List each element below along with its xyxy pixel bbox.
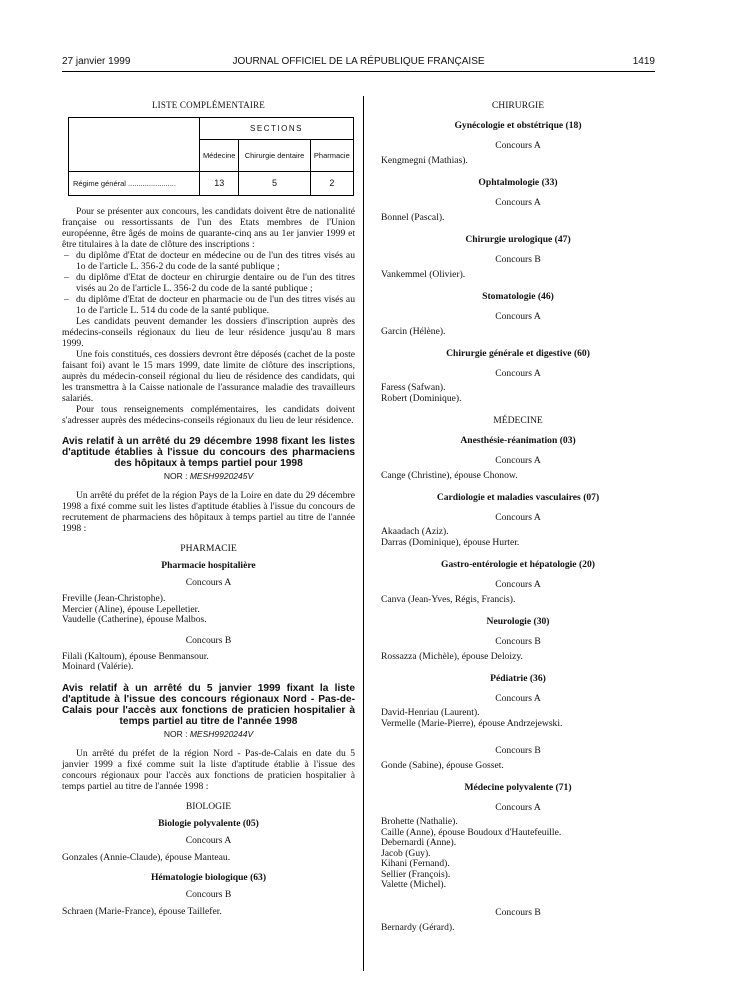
paragraph-dossiers: Les candidats peuvent demander les dossiers d'inscription auprès des médecins-conseils régionaux du lieu de leur résidence jusqu'au 8 mars 1999. (62, 316, 355, 349)
sub-pharmacie-hospitaliere: Pharmacie hospitalière (161, 560, 256, 571)
header-rule (62, 71, 655, 72)
sections-table (68, 117, 354, 196)
name-entry: Vermelle (Marie-Pierre), épouse Andrzejewski. (381, 717, 563, 729)
section-medecine: MÉDECINE (493, 415, 543, 426)
diploma-item: – du diplôme d'Etat de docteur en médecine ou de l'un des titres visés au 1o de l'article L. 356-2 du code de la santé publique ; (62, 250, 355, 272)
header-date: 27 janvier 1999 (62, 56, 131, 67)
spec-anesthesie: Anesthésie-réanimation (03) (460, 435, 576, 446)
name-entry: Garcin (Hélène). (381, 326, 446, 337)
name-entry: Rossazza (Michèle), épouse Deloizy. (381, 651, 523, 662)
name-entry: Sellier (François). (381, 868, 451, 880)
table-value-medecine: 13 (200, 172, 239, 196)
concours-b: Concours B (185, 888, 232, 900)
liste-title: LISTE COMPLÉMENTAIRE (151, 100, 266, 110)
concours-label: Concours A (495, 693, 541, 704)
concours-label: Concours A (495, 802, 541, 813)
spec-chirurgie-generale: Chirurgie générale et digestive (60) (446, 348, 590, 359)
name-entry: Debernardi (Anne). (381, 837, 457, 848)
name-entry: Brohette (Nathalie). (381, 816, 458, 827)
paragraph-conditions: Pour se présenter aux concours, les candidats doivent être de nationalité française ou ressortissants de l'un des Etats membres de l'Union européenne, être âgés de moins de quarante-cinq ans au 1er janvier 1999 et être titulaires à la date de clôture des inscriptions : (62, 206, 355, 250)
table-row-label: Régime général ....................... (69, 172, 200, 196)
name-entry: Faress (Safwan). (381, 382, 446, 393)
spec-chirurgie-urologique: Chirurgie urologique (47) (465, 234, 571, 245)
name-list (381, 708, 655, 729)
spec-medecine-polyvalente: Médecine polyvalente (71) (464, 782, 572, 793)
name-entry: Robert (Dominique). (381, 392, 462, 404)
nor-label: NOR : (163, 728, 188, 739)
spec-neurologie: Neurologie (30) (486, 616, 550, 627)
name-entry: Kengmegni (Mathias). (381, 155, 468, 166)
name-entry: Gonde (Sabine), épouse Gosset. (381, 760, 504, 771)
name-entry: Cange (Christine), épouse Chonow. (381, 470, 518, 481)
name-entry: Darras (Dominique), épouse Hurter. (381, 536, 520, 548)
avis1-text: Un arrêté du préfet de la région Pays de la Loire en date du 29 décembre 1998 a fixé comme suit les listes d'aptitude établies à l'issue du concours de recrutement de pharmaciens des hôpitaux à temps partiel au titre de l'année 1998 : (62, 490, 355, 534)
concours-a: Concours A (185, 577, 232, 588)
nor-label: NOR : (163, 471, 188, 481)
concours-label: Concours A (495, 197, 541, 208)
diploma-list (62, 250, 355, 316)
spec-gynecologie: Gynécologie et obstétrique (18) (454, 120, 582, 131)
sub-hematologie: Hématologie biologique (63) (150, 871, 267, 883)
page-header (62, 56, 655, 72)
nor-code: MESH9920245V (189, 471, 254, 481)
name-list (62, 652, 355, 673)
avis1-nor (62, 471, 355, 482)
name-entry: Mercier (Aline), épouse Lepelletier. (62, 603, 200, 615)
name-entry: David-Henriau (Laurent). (381, 707, 480, 718)
avis2-text: Un arrêté du préfet de la région Nord - Pas-de-Calais en date du 5 janvier 1999 a fixé comme suit la liste d'aptitude établie à l'issue des concours régionaux pour l'accès aux fonctions de praticien hospitalier à temps partiel au titre de l'année 1998 : (62, 747, 355, 792)
concours-label: Concours A (495, 140, 541, 151)
concours-label: Concours B (495, 906, 541, 918)
diploma-item: – du diplôme d'Etat de docteur en chirurgie dentaire ou de l'un des titres visés au 2o de l'article L. 356-2 du code de la santé publique ; (62, 272, 355, 294)
avis2-nor (62, 729, 355, 740)
concours-label: Concours A (495, 579, 541, 590)
paragraph-renseignements: Pour tous renseignements complémentaires, les candidats doivent s'adresser auprès des médecins-conseils régionaux du lieu de leur résidence. (62, 404, 355, 426)
table-sections-header: SECTIONS (200, 118, 354, 140)
name-list (381, 383, 655, 404)
name-entry: Valette (Michel). (381, 879, 446, 890)
name-list (381, 527, 655, 548)
name-list (62, 594, 355, 626)
name-entry: Akaadach (Aziz). (381, 526, 449, 537)
concours-label: Concours A (495, 455, 541, 466)
header-journal-title: JOURNAL OFFICIEL DE LA RÉPUBLIQUE FRANÇAISE (232, 56, 485, 67)
concours-label: Concours B (495, 254, 541, 265)
name-entry: Moinard (Valérie). (62, 661, 134, 672)
row-label-text: Régime général (73, 179, 126, 188)
table-col-chirurgie: Chirurgie dentaire (239, 140, 310, 172)
concours-label: Concours A (495, 512, 541, 523)
spec-stomatologie: Stomatologie (46) (482, 291, 554, 302)
right-column (381, 100, 655, 933)
section-biologie: BIOLOGIE (185, 800, 232, 812)
name-entry: Freville (Jean-Christophe). (62, 593, 166, 604)
spec-gastro-enterologie: Gastro-entérologie et hépatologie (20) (441, 559, 595, 570)
name-entry: Schraen (Marie-France), épouse Taillefer. (62, 905, 222, 917)
name-list (381, 817, 655, 891)
section-chirurgie: CHIRURGIE (491, 100, 545, 111)
name-entry: Vaudelle (Catherine), épouse Malbos. (62, 614, 207, 625)
name-entry: Bonnel (Pascal). (381, 212, 445, 223)
section-pharmacie: PHARMACIE (180, 543, 237, 554)
left-column (62, 100, 355, 917)
concours-a: Concours A (185, 834, 232, 846)
concours-label: Concours B (495, 745, 541, 756)
name-entry: Gonzales (Annie-Claude), épouse Manteau. (62, 851, 231, 863)
concours-b: Concours B (185, 634, 232, 646)
paragraph-depot: Une fois constitués, ces dossiers devront être déposés (cachet de la poste faisant foi) avant le 15 mars 1999, date limite de clôture des inscriptions, auprès du médecin-conseil régional du lieu de résidence des candidats, qui les transmettra à la Caisse nationale de l'assurance maladie des travailleurs salariés. (62, 349, 355, 404)
name-entry: Vankemmel (Olivier). (381, 269, 466, 280)
table-col-medecine: Médecine (200, 140, 239, 172)
spec-ophtalmologie: Ophtalmologie (33) (478, 177, 558, 188)
avis1-title: Avis relatif à un arrêté du 29 décembre 1998 fixant les listes d'aptitude établies à l'issue du concours des pharmaciens des hôpitaux à temps partiel pour 1998 (62, 436, 355, 469)
header-page-number: 1419 (632, 56, 655, 67)
name-entry: Bernardy (Gérard). (381, 921, 455, 933)
column-separator (363, 96, 364, 971)
name-entry: Filali (Kaltoum), épouse Benmansour. (62, 650, 209, 662)
concours-label: Concours A (495, 368, 541, 379)
concours-label: Concours A (495, 311, 541, 322)
sub-biologie-polyvalente: Biologie polyvalente (05) (158, 817, 259, 829)
name-entry: Jacob (Guy). (381, 847, 431, 859)
name-entry: Kihani (Fernand). (381, 858, 450, 869)
table-value-pharmacie: 2 (310, 172, 353, 196)
name-entry: Caille (Anne), épouse Boudoux d'Hautefeuille. (381, 826, 562, 838)
table-value-chirurgie: 5 (239, 172, 310, 196)
name-entry: Canva (Jean-Yves, Régis, Francis). (381, 594, 516, 605)
diploma-item: – du diplôme d'Etat de docteur en pharmacie ou de l'un des titres visés au 1o de l'article L. 514 du code de la santé publique. (62, 294, 355, 316)
avis2-title: Avis relatif à un arrêté du 5 janvier 1999 fixant la liste d'aptitude à l'issue des concours régionaux Nord - Pas-de-Calais pour l'accès aux fonctions de praticien hospitalier à temps partiel au titre de l'année 1998 (62, 682, 355, 727)
nor-code: MESH9920244V (189, 728, 254, 739)
table-empty-cell (69, 118, 200, 172)
spec-cardiologie: Cardiologie et maladies vasculaires (07) (436, 492, 600, 503)
spec-pediatrie: Pédiatrie (36) (490, 673, 546, 684)
table-col-pharmacie: Pharmacie (310, 140, 353, 172)
concours-label: Concours B (495, 636, 541, 647)
